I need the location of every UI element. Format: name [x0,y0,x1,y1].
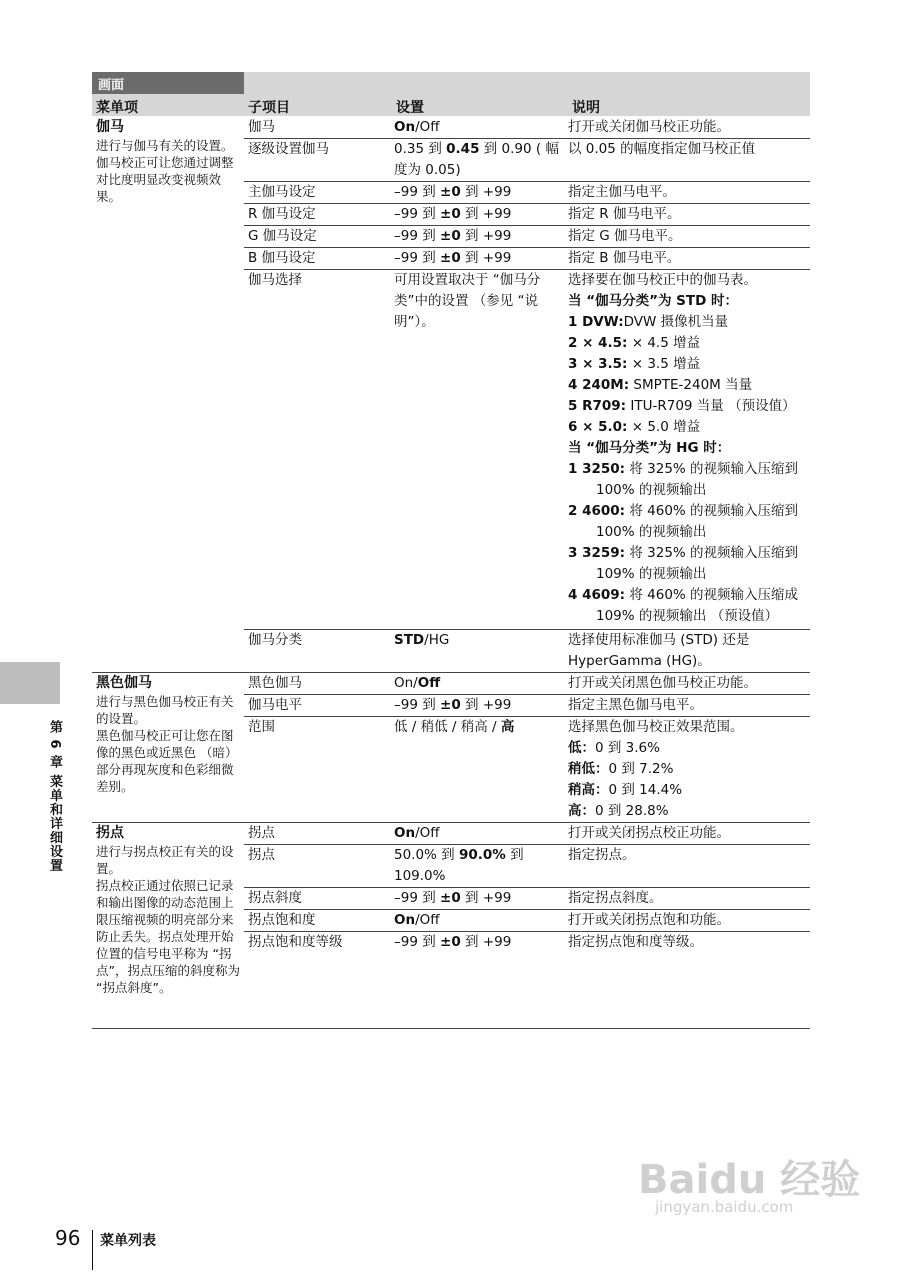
chapter-title-vertical: 第 6 章 菜单和详细设置 [47,720,62,873]
sub-item: 主伽马设定 [244,182,390,204]
watermark-logo: Baidu 经验 [638,1157,861,1203]
column-header-description: 说明 [572,100,600,116]
sub-item: 拐点斜度 [244,888,390,910]
description: 选择使用标准伽马 (STD) 还是 HyperGamma (HG)。 [564,630,810,673]
description: 指定 B 伽马电平。 [564,248,810,270]
setting-value: On/Off [390,673,564,695]
footer-divider [92,1230,93,1270]
watermark-url: jingyan.baidu.com [655,1198,794,1216]
group-knee [92,823,244,1029]
sub-item: R 伽马设定 [244,204,390,226]
sub-item: 伽马电平 [244,695,390,717]
page-number: 96 [55,1226,81,1250]
setting-value: –99 到 ±0 到 +99 [390,182,564,204]
group-desc: 拐点校正通过依照已记录和输出图像的动态范围上限压缩视频的明亮部分来防止丢失。拐点处理开始位置的信号电平称为 “拐点”，拐点压缩的斜度称为 “拐点斜度”。 [96,878,240,995]
description: 指定主伽马电平。 [564,182,810,204]
column-header-setting: 设置 [396,100,424,116]
setting-value: –99 到 ±0 到 +99 [390,888,564,910]
setting-value: 可用设置取决于 “伽马分类”中的设置 （参见 “说明”）。 [390,270,564,630]
table-row [92,823,810,845]
description: 指定主黑色伽马电平。 [564,695,810,717]
setting-value: –99 到 ±0 到 +99 [390,695,564,717]
sub-item: 拐点饱和度等级 [244,932,390,1029]
section-tab [92,72,244,94]
group-gamma [92,117,244,673]
sub-item: 伽马 [244,117,390,139]
column-header-sub-item: 子项目 [248,100,290,116]
description: 以 0.05 的幅度指定伽马校正值 [564,139,810,182]
sub-item: 拐点 [244,845,390,888]
section-tab-label: 画面 [98,78,125,93]
group-desc: 进行与伽马有关的设置。 [96,138,234,153]
group-desc: 进行与拐点校正有关的设置。 [96,844,234,876]
description: 打开或关闭拐点饱和功能。 [564,910,810,932]
setting-value: 0.35 到 0.45 到 0.90 ( 幅度为 0.05) [390,139,564,182]
group-desc: 伽马校正可让您通过调整对比度明显改变视频效果。 [96,155,234,204]
footer-title: 菜单列表 [100,1233,156,1249]
description: 选择要在伽马校正中的伽马表。 当 “伽马分类”为 STD 时： 1 DVW:DVW 摄像机当量 2 × 4.5: × 4.5 增益 3 × 3.5: × 3.5 增益 4 240M: SMPTE-240M 当量 5 R709: ITU-R709 当量 （预设值） 6 × 5.0: × 5.0 增益 当 “伽马分类”为 HG 时： 1 3250: 将 325% 的视频输入压缩到 100% 的视频输出 2 4600: 将 460% 的视频输入压缩到 100% 的视频输出 3 3259: 将 325% 的视频输入压缩到 109% 的视频输出 4 4609: 将 460% 的视频输入压缩成 109% 的视频输出 （预设值） [564,270,810,630]
sub-item: 范围 [244,717,390,823]
sub-item: 拐点 [244,823,390,845]
sub-item: G 伽马设定 [244,226,390,248]
setting-value: –99 到 ±0 到 +99 [390,204,564,226]
description: 打开或关闭黑色伽马校正功能。 [564,673,810,695]
setting-value: On/Off [390,117,564,139]
menu-table [92,117,810,1029]
sub-item: B 伽马设定 [244,248,390,270]
description: 指定 G 伽马电平。 [564,226,810,248]
setting-value: On/Off [390,910,564,932]
table-row [92,117,810,139]
sub-item: 拐点饱和度 [244,910,390,932]
group-desc: 进行与黑色伽马校正有关的设置。 [96,694,234,726]
group-title: 黑色伽马 [96,675,152,691]
setting-value: –99 到 ±0 到 +99 [390,248,564,270]
sub-item: 黑色伽马 [244,673,390,695]
setting-value: STD/HG [390,630,564,673]
setting-value: –99 到 ±0 到 +99 [390,226,564,248]
description: 指定 R 伽马电平。 [564,204,810,226]
setting-value: –99 到 ±0 到 +99 [390,932,564,1029]
sub-item: 伽马分类 [244,630,390,673]
table-row [92,673,810,695]
group-title: 伽马 [96,119,124,135]
setting-value: On/Off [390,823,564,845]
description: 指定拐点。 [564,845,810,888]
description: 指定拐点饱和度等级。 [564,932,810,1029]
sub-item: 逐级设置伽马 [244,139,390,182]
chapter-side-tab [0,662,60,704]
description: 指定拐点斜度。 [564,888,810,910]
group-black-gamma [92,673,244,823]
description: 选择黑色伽马校正效果范围。 低：0 到 3.6% 稍低：0 到 7.2% 稍高：0 到 14.4% 高：0 到 28.8% [564,717,810,823]
description: 打开或关闭伽马校正功能。 [564,117,810,139]
setting-value: 低 / 稍低 / 稍高 / 高 [390,717,564,823]
description: 打开或关闭拐点校正功能。 [564,823,810,845]
sub-item: 伽马选择 [244,270,390,630]
group-title: 拐点 [96,825,124,841]
column-header-menu-item: 菜单项 [96,100,138,116]
setting-value: 50.0% 到 90.0% 到 109.0% [390,845,564,888]
group-desc: 黑色伽马校正可让您在图像的黑色或近黑色 （暗）部分再现灰度和色彩细微差别。 [96,728,238,794]
